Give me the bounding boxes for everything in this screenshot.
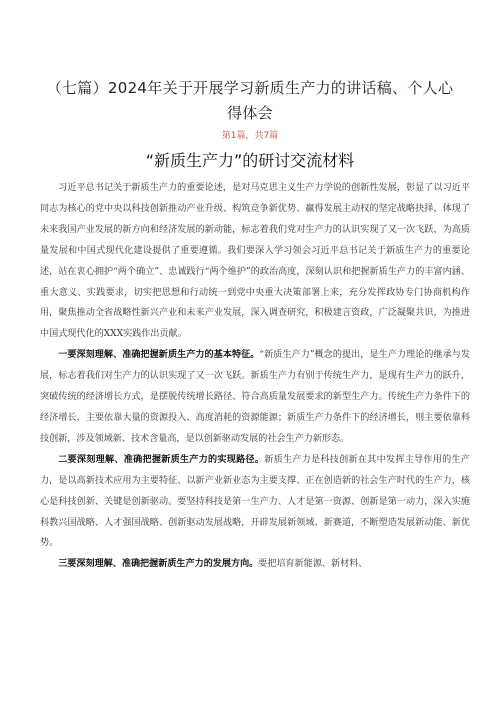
paragraph-lead: 三要深刻理解、准确把握新质生产力的发展方向。 <box>58 558 259 570</box>
document-title: （七篇）2024年关于开展学习新质生产力的讲话稿、个人心得体会 <box>46 79 454 122</box>
page-indicator: 第1篇，共7篇 <box>221 131 279 141</box>
paragraph-point-1 <box>40 345 470 450</box>
paragraph-intro <box>40 178 470 345</box>
paragraph-lead: 一要深刻理解、准确把握新质生产力的基本特征。 <box>58 349 260 361</box>
paragraph-text: 新质生产力是科技创新在其中发挥主导作用的生产力，是以高新技术应用为主要特征、以新产业新业态为主要支撑、正在创造新的社会生产时代的生产力，核心是科技创新、关键是创新驱动。要坚持科技是第一生产力、人才是第一资源、创新是第一动力，深入实施科教兴国战略、人才强国战略、创新驱动发展战略，开辟发展新领域、新赛道，不断塑造发展新动能、新优势。 <box>40 454 470 549</box>
paragraph-lead: 二要深刻理解、准确把握新质生产力的实现路径。 <box>58 453 265 465</box>
paragraph-text: “新质生产力”概念的提出，是生产力理论的继承与发展，标志着我们对生产力的认识实现了又一次飞跃。新质生产力有别于传统生产力，是现有生产力的跃升，突破传统的经济增长方式，是摆脱传统增长路径、符合高质量发展要求的新型生产力。传统生产力条件下的经济增长，主要依靠大量的资源投入、高度消耗的资源能源；新质生产力条件下的经济增长，则主要依靠科技创新，涉及领域新、技术含量高，是以创新驱动发展的社会生产力新形态。 <box>40 350 470 444</box>
paragraph-text: 要把培育新能源、新材料、 <box>258 559 368 570</box>
paragraph-point-2 <box>40 450 470 555</box>
paragraph-point-3 <box>40 554 470 575</box>
section-title: “新质生产力”的研讨交流材料 <box>145 151 355 170</box>
paragraph-text: 习近平总书记关于新质生产力的重要论述，是对马克思主义生产力学说的创新性发展，彰显了以习近平同志为核心的党中央以科技创新推动产业升级、构筑竞争新优势、赢得发展主动权的坚定战略抉择，体现了未来我国产业发展的新方向和经济发展的新动能，标志着我们党对生产力的认识实现了又一次飞跃，为高质量发展和中国式现代化建设提供了重要遵循。我们要深入学习领会习近平总书记关于新质生产力的重要论述，站在衷心拥护“两个确立”、忠诚践行“两个维护”的政治高度，深刻认识和把握新质生产力的丰富内涵、重大意义、实践要求，切实把思想和行动统一到党中央重大决策部署上来，充分发挥政协专门协商机构作用，聚焦推动全省战略性新兴产业和未来产业发展，深入调查研究，积极建言资政，广泛凝聚共识，为推进中国式现代化的XXX实践作出贡献。 <box>40 183 470 340</box>
document-body <box>40 178 470 575</box>
